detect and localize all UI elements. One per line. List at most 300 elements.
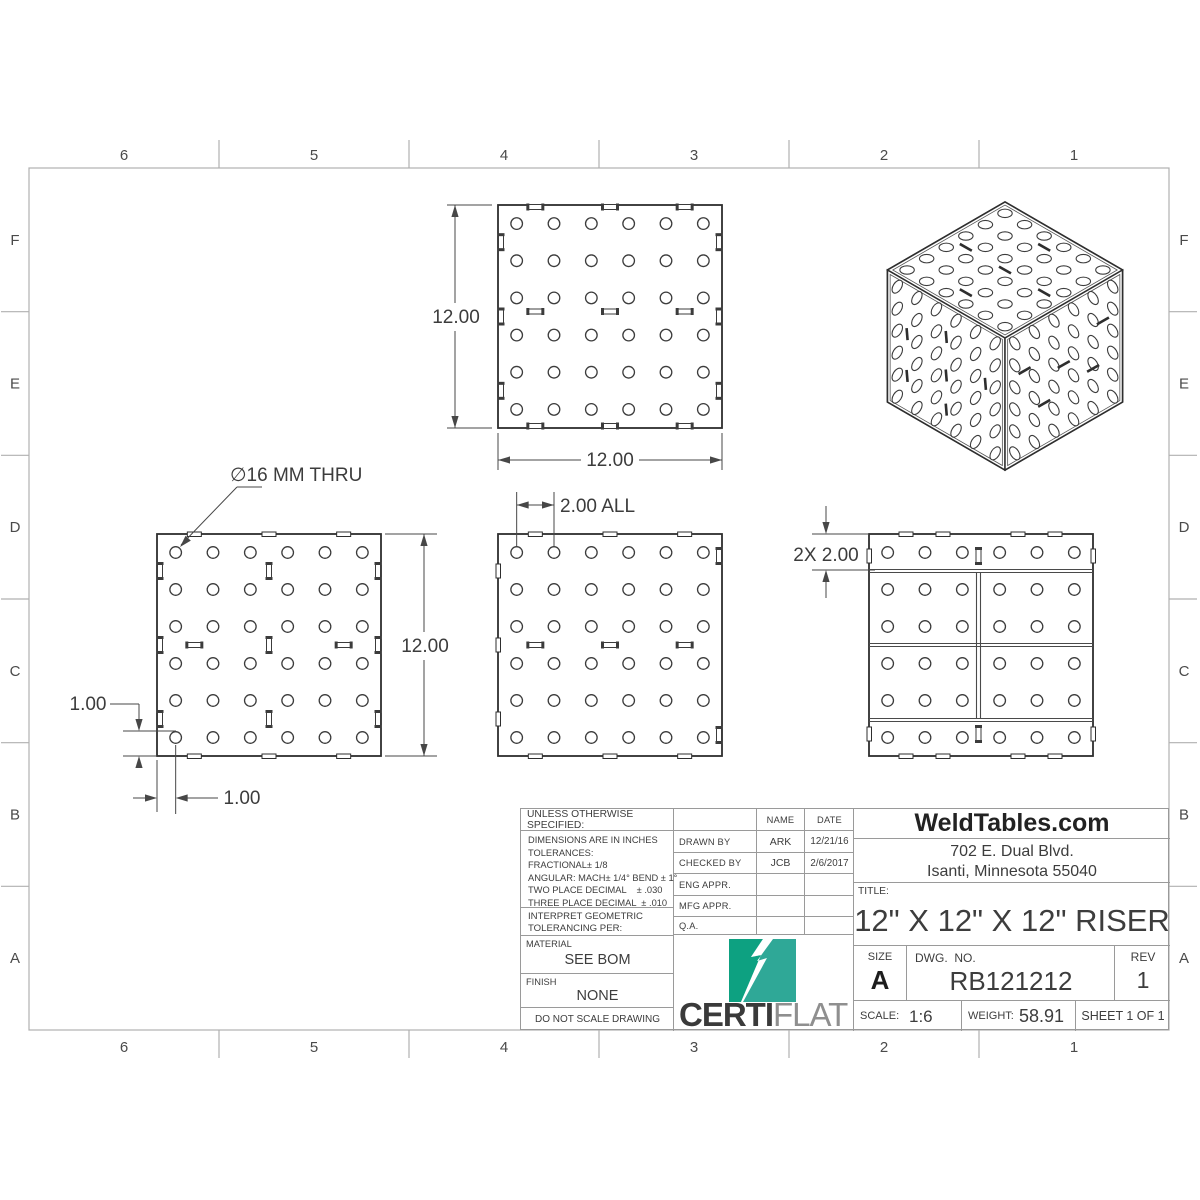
hole [548,329,560,341]
edge-notch [1011,532,1025,537]
dimension-arrow [822,570,829,582]
slot-body [604,424,617,429]
hole [586,329,598,341]
hole [698,255,710,267]
slot-body [267,639,272,652]
hole [978,288,992,296]
certiflat-wordmark: CERTIFLAT [679,996,848,1033]
dimension-label: 12.00 [401,636,449,657]
slot-body [604,643,617,648]
hole [957,658,969,670]
hole [900,266,914,274]
isometric-view [888,202,1123,470]
slot-body [678,309,691,314]
slot-body [976,550,981,563]
size-dwg-rev-row [854,946,1170,1001]
hole [994,732,1006,744]
hole [660,404,672,416]
hole [919,658,931,670]
hole [207,621,219,633]
slot-body [529,309,542,314]
hole [919,695,931,707]
hole [548,404,560,416]
material-value: SEE BOM [564,952,631,968]
edge-notch [603,754,617,759]
hole [623,329,635,341]
hole [882,621,894,633]
hole [623,695,635,707]
zone-label: C [1178,662,1190,680]
hole [511,404,523,416]
edge-notch [262,754,276,759]
edge-notch [496,638,501,652]
hole [660,621,672,633]
hole [882,584,894,596]
hole [623,218,635,230]
dwg-no-cell: DWG. NO. RB121212 [906,946,1114,1001]
hole [548,695,560,707]
name-header: NAME [756,809,804,830]
hole [170,584,182,596]
hole [623,366,635,378]
slot-body [158,565,163,578]
hole [511,329,523,341]
hole [998,254,1012,262]
hole [698,366,710,378]
edge-notch [867,549,872,563]
hole [357,584,369,596]
company-website: WeldTables.com [854,809,1170,839]
line [946,331,947,343]
slot-body [717,236,722,249]
zone-label: 3 [689,1039,699,1056]
hole [1069,658,1081,670]
approval-row-mfg: MFG APPR. [674,896,854,917]
approval-row-qa: Q.A. [674,917,854,935]
hole [548,658,560,670]
unless-otherwise-specified: UNLESS OTHERWISE SPECIFIED: [521,809,674,831]
approvals-column [674,809,854,1031]
hole [998,277,1012,285]
hole [511,366,523,378]
hole [623,292,635,304]
finish-value: NONE [576,988,619,1004]
dwg-no-value: RB121212 [949,965,1073,996]
zone-label: F [1179,231,1189,249]
hole [939,288,953,296]
hole [1037,277,1051,285]
line [946,404,947,416]
slot-body [499,384,504,397]
hole [511,255,523,267]
hole [959,300,973,308]
edge-notch [337,532,351,537]
hole [1069,732,1081,744]
hole [919,254,933,262]
zone-label: 2 [879,147,889,164]
hole [586,255,598,267]
hole [978,243,992,251]
hole [623,732,635,744]
hole [919,547,931,559]
dimension-label: 12.00 [586,450,634,471]
side-view [822,522,1095,759]
hole [170,732,182,744]
zone-label: 4 [499,1039,509,1056]
hole [939,243,953,251]
material-cell [521,936,674,974]
hole [660,329,672,341]
hole [1017,311,1031,319]
slot-body [376,713,381,726]
hole [245,547,257,559]
zone-label: E [9,375,21,393]
hole [1017,220,1031,228]
hole [998,322,1012,330]
zone-label: 1 [1069,147,1079,164]
zone-label: 6 [119,147,129,164]
hole [957,547,969,559]
slot-body [499,236,504,249]
dimension-label: 2.00 ALL [560,496,636,517]
hole [994,547,1006,559]
hole [698,584,710,596]
hole [207,658,219,670]
notes-column [521,808,678,1031]
edge-notch [678,754,692,759]
slot-body [604,309,617,314]
hole [698,292,710,304]
edge-notch [262,532,276,537]
hole [170,547,182,559]
edge-notch [528,532,542,537]
hole [548,366,560,378]
hole [170,621,182,633]
hole [245,695,257,707]
hole [698,547,710,559]
edge-notch [496,712,501,726]
hole [882,547,894,559]
zone-label: F [10,231,20,249]
dimension-label: 1.00 [69,694,107,715]
hole [207,695,219,707]
slot-body [678,205,691,210]
slot-body [717,729,722,742]
hole [548,218,560,230]
hole [245,658,257,670]
hole [660,584,672,596]
front-view [135,532,427,802]
hole [698,218,710,230]
hole [1069,547,1081,559]
slot-body [717,384,722,397]
dimension-label: 2X 2.00 [793,545,859,566]
hole [1096,266,1110,274]
hole [959,277,973,285]
slot-body [499,310,504,323]
hole [660,547,672,559]
date-header: DATE [804,809,854,830]
hole [1017,243,1031,251]
hole [959,232,973,240]
approval-row-drawn: DRAWN BY ARK 12/21/16 [674,831,854,853]
edge-notch [678,532,692,537]
tolerance-notes: DIMENSIONS ARE IN INCHES TOLERANCES: FRACTIONAL± 1/8 ANGULAR: MACH± 1/4° BEND ± 1° TWO PLACE DECIMAL ± .030 THREE PLACE DECIMAL ± .010 [521,831,674,908]
hole [1069,695,1081,707]
hole [1076,254,1090,262]
hole [623,255,635,267]
hole [660,292,672,304]
finish-cell [521,974,674,1008]
hole [170,695,182,707]
hole [919,584,931,596]
dimension-arrow [822,522,829,534]
scale-value: 1:6 [909,1007,933,1026]
hole [994,695,1006,707]
title-block [520,808,1170,1033]
hole [698,404,710,416]
zone-label: 1 [1069,1039,1079,1056]
zone-label: 4 [499,147,509,164]
hole [660,658,672,670]
hole [698,658,710,670]
hole [957,732,969,744]
hole [319,621,331,633]
slot-body [529,205,542,210]
zone-label: C [9,662,21,680]
hole [319,732,331,744]
slot-body [717,550,722,563]
certiflat-logo-mark [729,939,796,1002]
hole [998,209,1012,217]
interpret-geometric-note: INTERPRET GEOMETRIC TOLERANCING PER: [521,908,674,936]
line [946,370,947,382]
size-value: A [870,964,890,995]
hole [548,621,560,633]
slot-body [717,310,722,323]
edge-notch [936,532,950,537]
hole [1031,658,1043,670]
hole [357,695,369,707]
edge-notch [528,754,542,759]
company-column [854,809,1170,1031]
hole [511,732,523,744]
hole [282,658,294,670]
hole [957,621,969,633]
hole [548,732,560,744]
hole [548,547,560,559]
hole [511,621,523,633]
hole [357,658,369,670]
bottom-view [496,501,723,758]
hole [623,658,635,670]
hole [511,218,523,230]
slot-body [158,713,163,726]
hole [998,300,1012,308]
hole [586,547,598,559]
hole [1076,277,1090,285]
edge-notch [187,754,201,759]
rev-value: 1 [1136,966,1150,993]
hole [623,621,635,633]
weight-value: 58.91 [1019,1006,1065,1026]
hole [882,732,894,744]
zone-label: D [9,519,21,537]
slot-body [976,728,981,741]
zone-label: 6 [119,1039,129,1056]
hole [939,266,953,274]
scale-cell: SCALE: 1:6 [860,1007,933,1026]
hole [882,658,894,670]
zone-label: 5 [309,1039,319,1056]
dimension-arrow [135,756,142,768]
approval-row-eng: ENG APPR. [674,874,854,896]
hole [1037,232,1051,240]
hole [1031,695,1043,707]
hole [994,584,1006,596]
hole [1057,243,1071,251]
slot-body [188,643,201,648]
zone-label: A [1178,950,1190,968]
hole [978,266,992,274]
hole [586,732,598,744]
hole [623,404,635,416]
hole [319,584,331,596]
zone-label: A [9,950,21,968]
dimension-arrow [145,794,157,801]
line [907,328,908,340]
hole [957,695,969,707]
hole [282,695,294,707]
hole-callout: ∅16 MM THRU [230,465,363,486]
hole [698,329,710,341]
hole [511,658,523,670]
line [907,370,908,382]
slot-body [604,205,617,210]
hole [660,218,672,230]
hole [994,658,1006,670]
hole [170,658,182,670]
hole [319,547,331,559]
hole [1037,300,1051,308]
rev-cell: REV 1 [1114,946,1170,1001]
hole [1069,621,1081,633]
hole [357,621,369,633]
hole [586,218,598,230]
edge-notch [603,532,617,537]
slot-body [376,565,381,578]
hole [511,695,523,707]
slot-body [267,565,272,578]
material-label: MATERIAL [526,939,572,949]
hole [245,732,257,744]
slot-body [678,643,691,648]
dimension-label: 1.00 [223,788,261,809]
hole [698,621,710,633]
edge-notch [1048,754,1062,759]
hole [1017,288,1031,296]
zone-label: E [1178,375,1190,393]
approvals-header-row [674,809,854,831]
edge-notch [936,754,950,759]
approval-row-checked: CHECKED BY JCB 2/6/2017 [674,853,854,874]
hole [357,547,369,559]
hole [978,220,992,228]
hole [548,255,560,267]
hole [1031,584,1043,596]
hole [1031,621,1043,633]
slot-body [158,639,163,652]
hole [919,621,931,633]
hole [586,658,598,670]
line [985,378,986,390]
scale-weight-sheet-row [854,1001,1170,1031]
slot-body [529,643,542,648]
finish-label: FINISH [526,977,557,987]
size-cell: SIZE A [854,946,906,1001]
slot-body [529,424,542,429]
dimension-label: 12.00 [432,307,480,328]
zone-label: B [9,806,21,824]
top-view [451,204,722,464]
edge-notch [337,754,351,759]
zone-label: B [1178,806,1190,824]
edge-notch [867,727,872,741]
hole [1057,266,1071,274]
hole [1031,547,1043,559]
zone-label: 3 [689,147,699,164]
hole [282,584,294,596]
edge-notch [899,754,913,759]
hole [882,695,894,707]
hole [919,277,933,285]
drawing-title: 12" X 12" X 12" RISER [854,903,1170,938]
zone-label: D [1178,519,1190,537]
dimension-arrow [135,719,142,731]
hole [245,621,257,633]
hole [511,292,523,304]
hole [319,658,331,670]
hole [1037,254,1051,262]
do-not-scale-note: DO NOT SCALE DRAWING [534,1014,660,1025]
hole [207,732,219,744]
hole [1031,732,1043,744]
edge-notch [899,532,913,537]
slot-body [376,639,381,652]
hole [548,584,560,596]
hole [282,547,294,559]
weight-cell: WEIGHT: 58.91 [961,1001,1075,1031]
hole [959,254,973,262]
hole [957,584,969,596]
company-address: 702 E. Dual Blvd. Isanti, Minnesota 55040 [854,839,1170,883]
hole [511,547,523,559]
zone-label: 5 [309,147,319,164]
hole [207,584,219,596]
hole [1069,584,1081,596]
hole [357,732,369,744]
dimension-arrow [176,794,188,801]
slot-body [678,424,691,429]
title-cell [854,883,1170,946]
hole [586,366,598,378]
zone-label: 2 [879,1039,889,1056]
hole [623,584,635,596]
hole [1057,288,1071,296]
sheet-cell: SHEET 1 OF 1 [1075,1001,1170,1031]
hole [1017,266,1031,274]
hole [207,547,219,559]
